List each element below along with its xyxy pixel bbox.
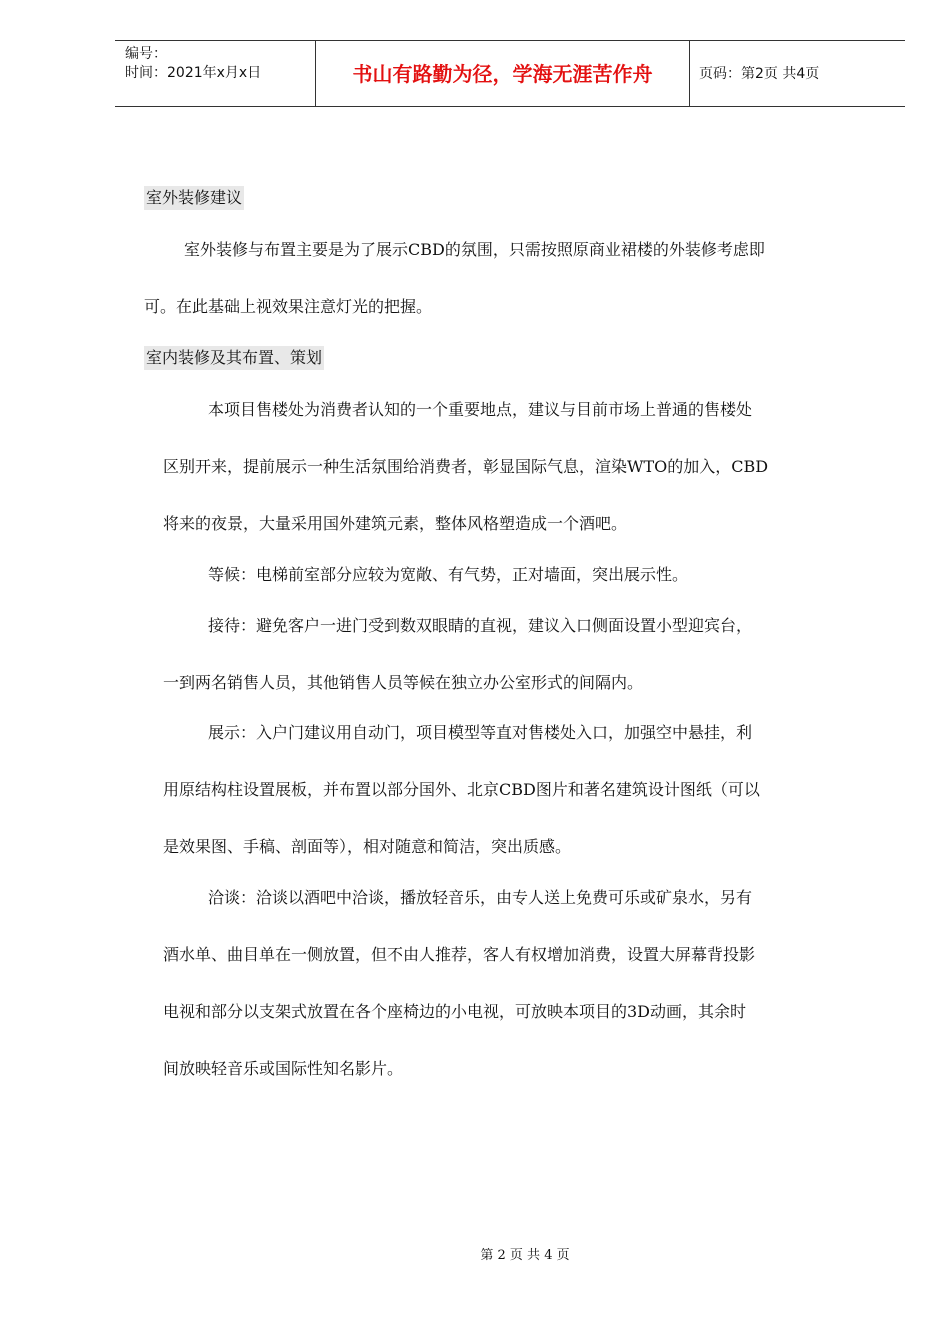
paragraph-line: 是效果图、手稿、剖面等），相对随意和简洁，突出质感。 [163, 837, 572, 856]
paragraph-line: 电视和部分以支架式放置在各个座椅边的小电视，可放映本项目的3D动画，其余时 [163, 1002, 747, 1021]
section-heading-exterior: 室外装修建议 [144, 186, 244, 210]
paragraph-line: 等候：电梯前室部分应较为宽敞、有气势，正对墙面，突出展示性。 [208, 565, 689, 584]
header-page-info: 页码：第2页 共4页 [699, 66, 820, 82]
page-footer: 第 2 页 共 4 页 [480, 1248, 570, 1263]
paragraph-line: 接待：避免客户一进门受到数双眼睛的直视，建议入口侧面设置小型迎宾台， [208, 616, 753, 635]
header-motto: 书山有路勤为径，学海无涯苦作舟 [316, 41, 690, 106]
paragraph-line: 室外装修与布置主要是为了展示CBD的氛围，只需按照原商业裙楼的外装修考虑即 [184, 240, 765, 259]
paragraph-line: 洽谈：洽谈以酒吧中洽谈，播放轻音乐，由专人送上免费可乐或矿泉水，另有 [208, 888, 753, 907]
paragraph-line: 酒水单、曲目单在一侧放置，但不由人推荐，客人有权增加消费，设置大屏幕背投影 [163, 945, 756, 964]
paragraph-line: 间放映轻音乐或国际性知名影片。 [163, 1059, 404, 1078]
document-date: 时间：2021年x月x日 [125, 65, 262, 81]
header-meta [115, 41, 316, 106]
paragraph-line: 可。在此基础上视效果注意灯光的把握。 [144, 297, 433, 316]
page-header [115, 40, 905, 107]
paragraph-line: 用原结构柱设置展板，并布置以部分国外、北京CBD图片和著名建筑设计图纸（可以 [163, 780, 760, 799]
document-number-label: 编号： [125, 46, 167, 62]
paragraph-line: 展示：入户门建议用自动门，项目模型等直对售楼处入口，加强空中悬挂，利 [208, 723, 753, 742]
paragraph-line: 区别开来，提前展示一种生活氛围给消费者，彰显国际气息，渲染WTO的加入，CBD [163, 457, 769, 476]
section-heading-interior: 室内装修及其布置、策划 [144, 346, 324, 370]
paragraph-line: 一到两名销售人员，其他销售人员等候在独立办公室形式的间隔内。 [163, 673, 644, 692]
paragraph-line: 本项目售楼处为消费者认知的一个重要地点，建议与目前市场上普通的售楼处 [208, 400, 753, 419]
paragraph-line: 将来的夜景，大量采用国外建筑元素，整体风格塑造成一个酒吧。 [163, 514, 628, 533]
